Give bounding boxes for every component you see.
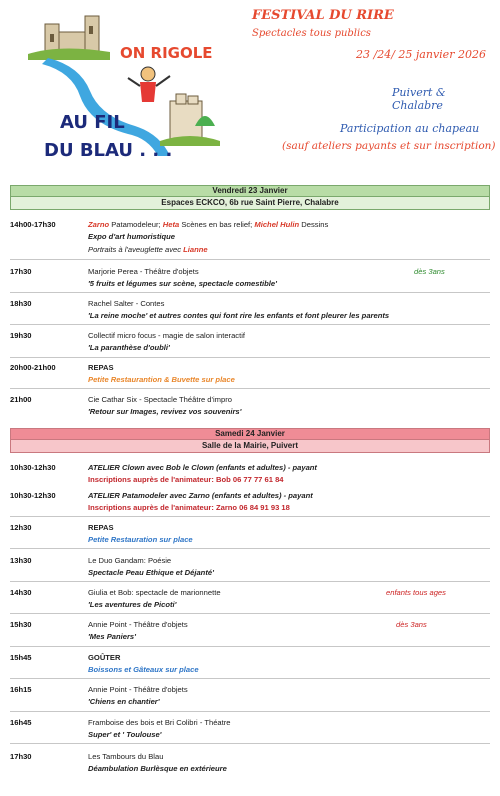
event-row	[10, 490, 490, 516]
event-time: 12h30	[10, 523, 32, 532]
saturday-day: Samedi 24 Janvier	[10, 428, 490, 439]
event-title: Collectif micro focus - magie de salon interactif	[88, 331, 245, 340]
event-row	[10, 330, 490, 356]
saturday-venue: Salle de la Mairie, Puivert	[10, 439, 490, 453]
event-time: 10h30-12h30	[10, 463, 56, 472]
artist-role: Dessins	[301, 220, 329, 229]
event-time: 19h30	[10, 331, 32, 340]
divider	[10, 646, 490, 647]
logo-line2: DU BLAU . . .	[44, 140, 173, 161]
event-time: 15h45	[10, 653, 32, 662]
event-row	[10, 394, 490, 420]
event-time: 14h00-17h30	[10, 220, 56, 229]
event-age: dès 3ans	[414, 267, 445, 276]
event-age: enfants tous ages	[386, 588, 446, 597]
divider	[10, 324, 490, 325]
event-time: 14h30	[10, 588, 32, 597]
festival-place: Puivert & Chalabre	[392, 86, 446, 112]
logo-title: ON RIGOLE	[120, 44, 213, 62]
event-time: 13h30	[10, 556, 32, 565]
event-title: Cie Cathar Six - Spectacle Théâtre d'impro	[88, 395, 232, 404]
event-time: 17h30	[10, 752, 32, 761]
divider	[10, 292, 490, 293]
artist-name: Lianne	[183, 245, 208, 254]
event-title: Les Tambours du Blau	[88, 752, 164, 761]
event-subtitle: Spectacle Peau Ethique et Déjanté'	[88, 568, 214, 577]
event-subtitle: Inscriptions auprès de l'animateur: Zarno 06 84 91 93 18	[88, 503, 290, 512]
participation-condition: (sauf ateliers payants et sur inscription)	[282, 140, 496, 152]
saturday-band	[10, 428, 490, 453]
divider	[10, 259, 490, 260]
event-row	[10, 362, 490, 388]
event-time: 10h30-12h30	[10, 491, 56, 500]
event-title: GOÛTER	[88, 653, 121, 662]
event-subtitle: 'Les aventures de Picoti'	[88, 600, 177, 609]
event-subtitle: 'Mes Paniers'	[88, 632, 136, 641]
artist-name: Zarno	[88, 220, 110, 229]
event-time: 20h00-21h00	[10, 363, 56, 372]
artist-role: Patamodeleur;	[111, 220, 161, 229]
event-title: Annie Point - Théâtre d'objets	[88, 685, 188, 694]
event-row	[10, 717, 490, 743]
event-subtitle: 'La paranthèse d'oubli'	[88, 343, 170, 352]
participation-text: Participation au chapeau	[340, 122, 480, 135]
event-time: 17h30	[10, 267, 32, 276]
event-age: dès 3ans	[396, 620, 427, 629]
event-row	[10, 298, 490, 324]
event-row	[10, 619, 490, 645]
event-title: Annie Point - Théâtre d'objets	[88, 620, 188, 629]
event-time: 21h00	[10, 395, 32, 404]
event-time: 16h15	[10, 685, 32, 694]
divider	[10, 743, 490, 744]
event-row	[10, 219, 490, 263]
artist-name: Michel Hulin	[254, 220, 300, 229]
event-row	[10, 462, 490, 488]
event-time: 18h30	[10, 299, 32, 308]
event-subtitle: Petite Restaurantion & Buvette sur place	[88, 375, 235, 384]
divider	[10, 678, 490, 679]
event-subtitle: Boissons et Gâteaux sur place	[88, 665, 199, 674]
event-row	[10, 555, 490, 581]
event-subtitle: Déambulation Burlèsque en extérieure	[88, 764, 227, 773]
event-expo: Expo d'art humoristique	[88, 232, 176, 241]
festival-title: FESTIVAL DU RIRE	[252, 8, 394, 23]
event-row	[10, 522, 490, 548]
festival-subtitle: Spectacles tous publics	[252, 28, 371, 39]
festival-dates: 23 /24/ 25 janvier 2026	[356, 48, 486, 61]
divider	[10, 516, 490, 517]
event-title: Le Duo Gandam: Poésie	[88, 556, 172, 565]
logo-line1: AU FIL	[60, 112, 125, 133]
event-row	[10, 652, 490, 678]
event-subtitle: 'Retour sur Images, revivez vos souvenirs'	[88, 407, 242, 416]
event-subtitle: '5 fruits et légumes sur scène, spectacle comestible'	[88, 279, 277, 288]
friday-day: Vendredi 23 Janvier	[10, 185, 490, 196]
event-subtitle: Inscriptions auprès de l'animateur: Bob 06 77 77 61 84	[88, 475, 284, 484]
artist-name: Heta	[162, 220, 180, 229]
divider	[10, 581, 490, 582]
divider	[10, 711, 490, 712]
event-title: ATELIER Clown avec Bob le Clown (enfants et adultes) - payant	[88, 463, 317, 472]
event-title: Giulia et Bob: spectacle de marionnette	[88, 588, 221, 597]
event-row	[10, 684, 490, 710]
header	[0, 0, 500, 180]
divider	[10, 548, 490, 549]
portraits-label: Portraits à l'aveuglette avec	[88, 245, 182, 254]
event-title: Rachel Salter - Contes	[88, 299, 165, 308]
event-title: Framboise des bois et Bri Colibri - Théatre	[88, 718, 231, 727]
divider	[10, 388, 490, 389]
event-time: 16h45	[10, 718, 32, 727]
friday-band	[10, 185, 490, 210]
event-title: REPAS	[88, 363, 114, 372]
event-row	[10, 587, 490, 613]
event-title: ATELIER Patamodeler avec Zarno (enfants et adultes) - payant	[88, 491, 313, 500]
artist-role: Scènes en bas relief;	[181, 220, 253, 229]
event-subtitle: Super' et ' Toulouse'	[88, 730, 162, 739]
divider	[10, 357, 490, 358]
event-subtitle: 'La reine moche' et autres contes qui font rire les enfants et font pleurer les parents	[88, 311, 390, 320]
event-row	[10, 266, 490, 292]
divider	[10, 613, 490, 614]
friday-venue: Espaces ECKCO, 6b rue Saint Pierre, Chalabre	[10, 196, 490, 210]
event-title: REPAS	[88, 523, 114, 532]
event-subtitle: Petite Restauration sur place	[88, 535, 193, 544]
event-time: 15h30	[10, 620, 32, 629]
event-subtitle: 'Chiens en chantier'	[88, 697, 160, 706]
event-row	[10, 751, 490, 777]
event-portraits	[88, 244, 208, 255]
event-title: Marjorie Perea - Théâtre d'objets	[88, 267, 199, 276]
event-artists	[88, 219, 328, 230]
